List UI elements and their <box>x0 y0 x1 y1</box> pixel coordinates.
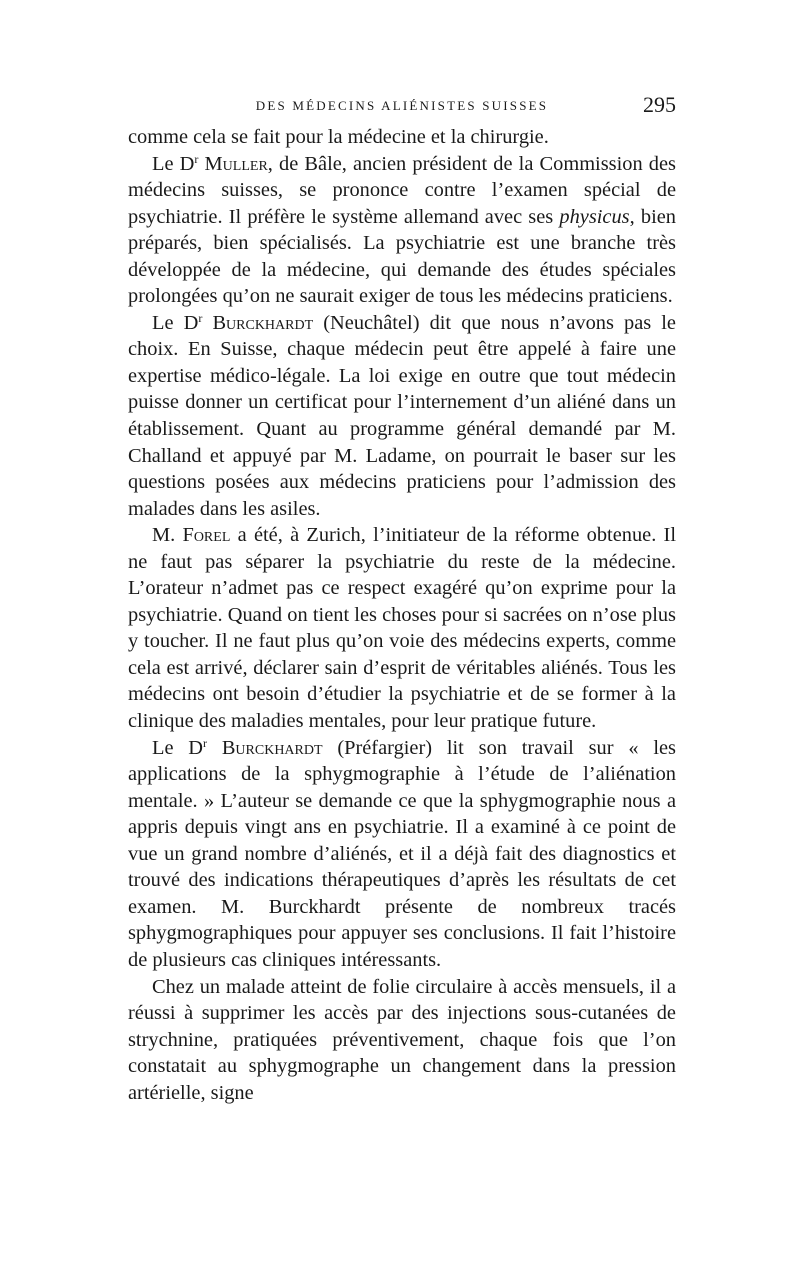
body-text <box>128 124 676 1106</box>
paragraph-text: (Préfargier) lit son travail sur « les applications de la sphygmographie à l’étude de l’aliénation mentale. » L’auteur se demande ce que la sphygmographie nous a appris depuis vingt ans en psychiatrie. Il a examiné à ce point de vue un grand nombre d’aliénés, et il a déjà fait des diagnostics et trouvé des indications thérapeutiques d’après les résultats de cet examen. M. Burckhardt présente de nombreux tracés sphygmographiques pour appuyer ses conclusions. Il fait l’histoire de plusieurs cas cliniques intéressants. <box>128 736 676 971</box>
title-superscript: r <box>198 310 203 325</box>
page-number: 295 <box>643 92 676 117</box>
paragraph-text: Chez un malade atteint de folie circulaire à accès mensuels, il a réussi à supprimer les accès par des injections sous-cutanées de strychnine, pratiquées préventivement, chaque fois que l’on constatait au sphygmographe un changement dans la pression artérielle, signe <box>128 975 676 1104</box>
paragraph-text: a été, à Zurich, l’initiateur de la réforme obtenue. Il ne faut pas séparer la psychiatrie du reste de la médecine. L’orateur n’admet pas ce respect exagéré qu’on exprime pour la psychiatrie. Quand on tient les choses pour si sacrées on n’ose plus y toucher. Il ne faut plus qu’on voie des médecins experts, comme cela est arrivé, déclarer sain d’esprit de véritables aliénés. Tous les médecins ont besoin d’étudier la psychiatrie et de se former à la clinique des maladies mentales, pour leur pratique future. <box>128 524 676 733</box>
running-head: DES MÉDECINS ALIÉNISTES SUISSES <box>255 98 549 113</box>
paragraph-text: , bien préparés, bien spécialisés. La psychiatrie est une branche très développée de la médecine, qui demande des études spéciales prolongées qu’on ne saurait exiger de tous les médecins praticiens. <box>128 205 676 308</box>
paragraph-text: comme cela se fait pour la médecine et la chirurgie. <box>128 126 549 148</box>
title-superscript: r <box>194 151 199 166</box>
speaker-name: Forel <box>182 524 231 547</box>
paragraph-text: (Neuchâtel) dit que nous n’avons pas le choix. En Suisse, chaque médecin peut être appelé à faire une expertise médico-légale. La loi exige en outre que tout médecin puisse donner un certificat pour l’internement d’un aliéné dans un établissement. Quant au programme général demandé par M. Challand et appuyé par M. Ladame, on pourrait le baser sur les questions posées aux médecins praticiens pour l’admission des malades dans les asiles. <box>128 311 676 520</box>
paragraph-lead: M. <box>152 524 183 547</box>
paragraph-forel <box>128 522 676 734</box>
paragraph-continuation <box>128 124 676 151</box>
paragraph-lead: Le D <box>152 311 199 334</box>
title-superscript: r <box>203 735 208 750</box>
paragraph-burckhardt-prefargier <box>128 735 676 974</box>
page-header <box>128 94 676 124</box>
paragraph-muller <box>128 151 676 310</box>
paragraph-case <box>128 974 676 1107</box>
speaker-name: Muller <box>204 152 268 175</box>
paragraph-text: , de Bâle, ancien président de la Commission des médecins suisses, se prononce contre l’examen spécial de psychiatrie. Il préfère le système allemand avec ses <box>128 152 676 228</box>
italic-term: physicus <box>559 205 630 228</box>
speaker-name: Burckhardt <box>221 736 323 759</box>
paragraph-lead: Le D <box>152 736 204 759</box>
paragraph-lead: Le D <box>152 152 195 175</box>
speaker-name: Burckhardt <box>212 311 314 334</box>
paragraph-burckhardt-neuchatel <box>128 310 676 522</box>
